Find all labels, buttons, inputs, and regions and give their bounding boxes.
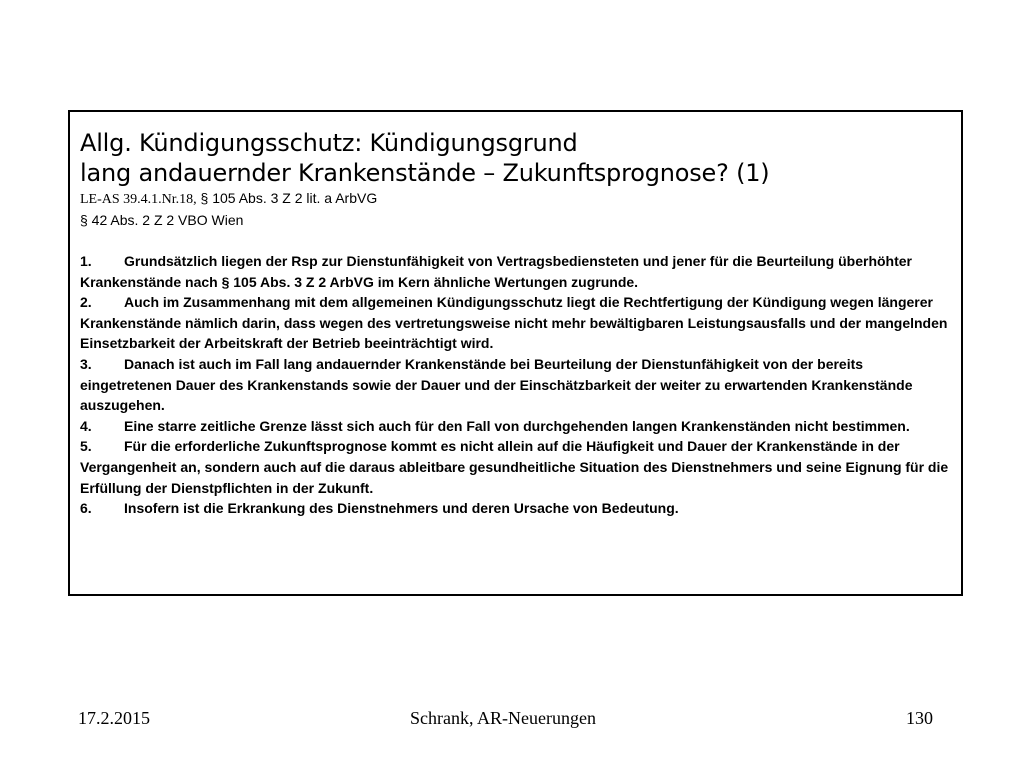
point-number: 5. (80, 438, 92, 455)
point-number: 6. (80, 500, 92, 517)
slide-title-line-2: lang andauernder Krankenstände – Zukunftsprognose? (1) (80, 159, 770, 187)
point-6 (80, 498, 951, 519)
point-number: 3. (80, 355, 92, 372)
point-text: Insofern ist die Erkrankung des Dienstnehmers und deren Ursache von Bedeutung. (124, 500, 679, 517)
content-box (68, 110, 963, 596)
point-text: Danach ist auch im Fall lang andauernder Krankenstände bei Beurteilung der Dienstunfähigkeit von der bereits eingetretenen Dauer des Krankenstands sowie der Dauer und der Einschätzbarkeit der weiter zu erwartenden Krankenstände auszugehen. (80, 355, 913, 414)
spacer (80, 230, 951, 251)
point-number: 2. (80, 294, 92, 311)
legal-reference-2: § 42 Abs. 2 Z 2 VBO Wien (80, 212, 244, 228)
point-3 (80, 354, 951, 416)
point-text: Grundsätzlich liegen der Rsp zur Dienstunfähigkeit von Vertragsbediensteten und jener für die Beurteilung überhöhter Krankenstände nach § 105 Abs. 3 Z 2 ArbVG im Kern ähnliche Wertungen zugrunde. (80, 253, 913, 290)
point-1 (80, 251, 951, 292)
legal-reference-1-paragraph: § 105 Abs. 3 Z 2 lit. a ArbVG (196, 190, 378, 206)
point-text: Auch im Zusammenhang mit dem allgemeinen Kündigungsschutz liegt die Rechtfertigung der Kündigung wegen längerer Krankenstände nämlich darin, dass wegen des vertretungsweise nicht mehr bewältigbaren Leistungsausfalls und der mangelnden Einsetzbarkeit der Arbeitskraft der Betrieb beeinträchtigt wird. (80, 294, 948, 352)
slide-title-line-1: Allg. Kündigungsschutz: Kündigungsgrund (80, 129, 578, 157)
point-number: 4. (80, 417, 92, 434)
legal-reference-1-source: LE-AS 39.4.1.Nr.18, (80, 192, 197, 207)
numbered-points (80, 251, 951, 519)
point-2 (80, 292, 951, 354)
point-number: 1. (80, 253, 92, 269)
footer-date: 17.2.2015 (78, 708, 150, 728)
legal-reference-1 (80, 188, 951, 210)
footer-page-number: 130 (906, 708, 933, 728)
point-text: Eine starre zeitliche Grenze lässt sich auch für den Fall von durchgehenden langen Krankenständen nicht bestimmen. (124, 417, 910, 434)
point-5 (80, 436, 951, 498)
point-text: Für die erforderliche Zukunftsprognose kommt es nicht allein auf die Häufigkeit und Dauer der Krankenstände in der Vergangenheit an, sondern auch auf die daraus ableitbare gesundheitliche Situation des Dienstnehmers und seine Eignung für die Erfüllung der Dienstpflichten in der Zukunft. (80, 438, 949, 496)
point-4 (80, 416, 951, 437)
footer-author: Schrank, AR-Neuerungen (410, 708, 596, 728)
